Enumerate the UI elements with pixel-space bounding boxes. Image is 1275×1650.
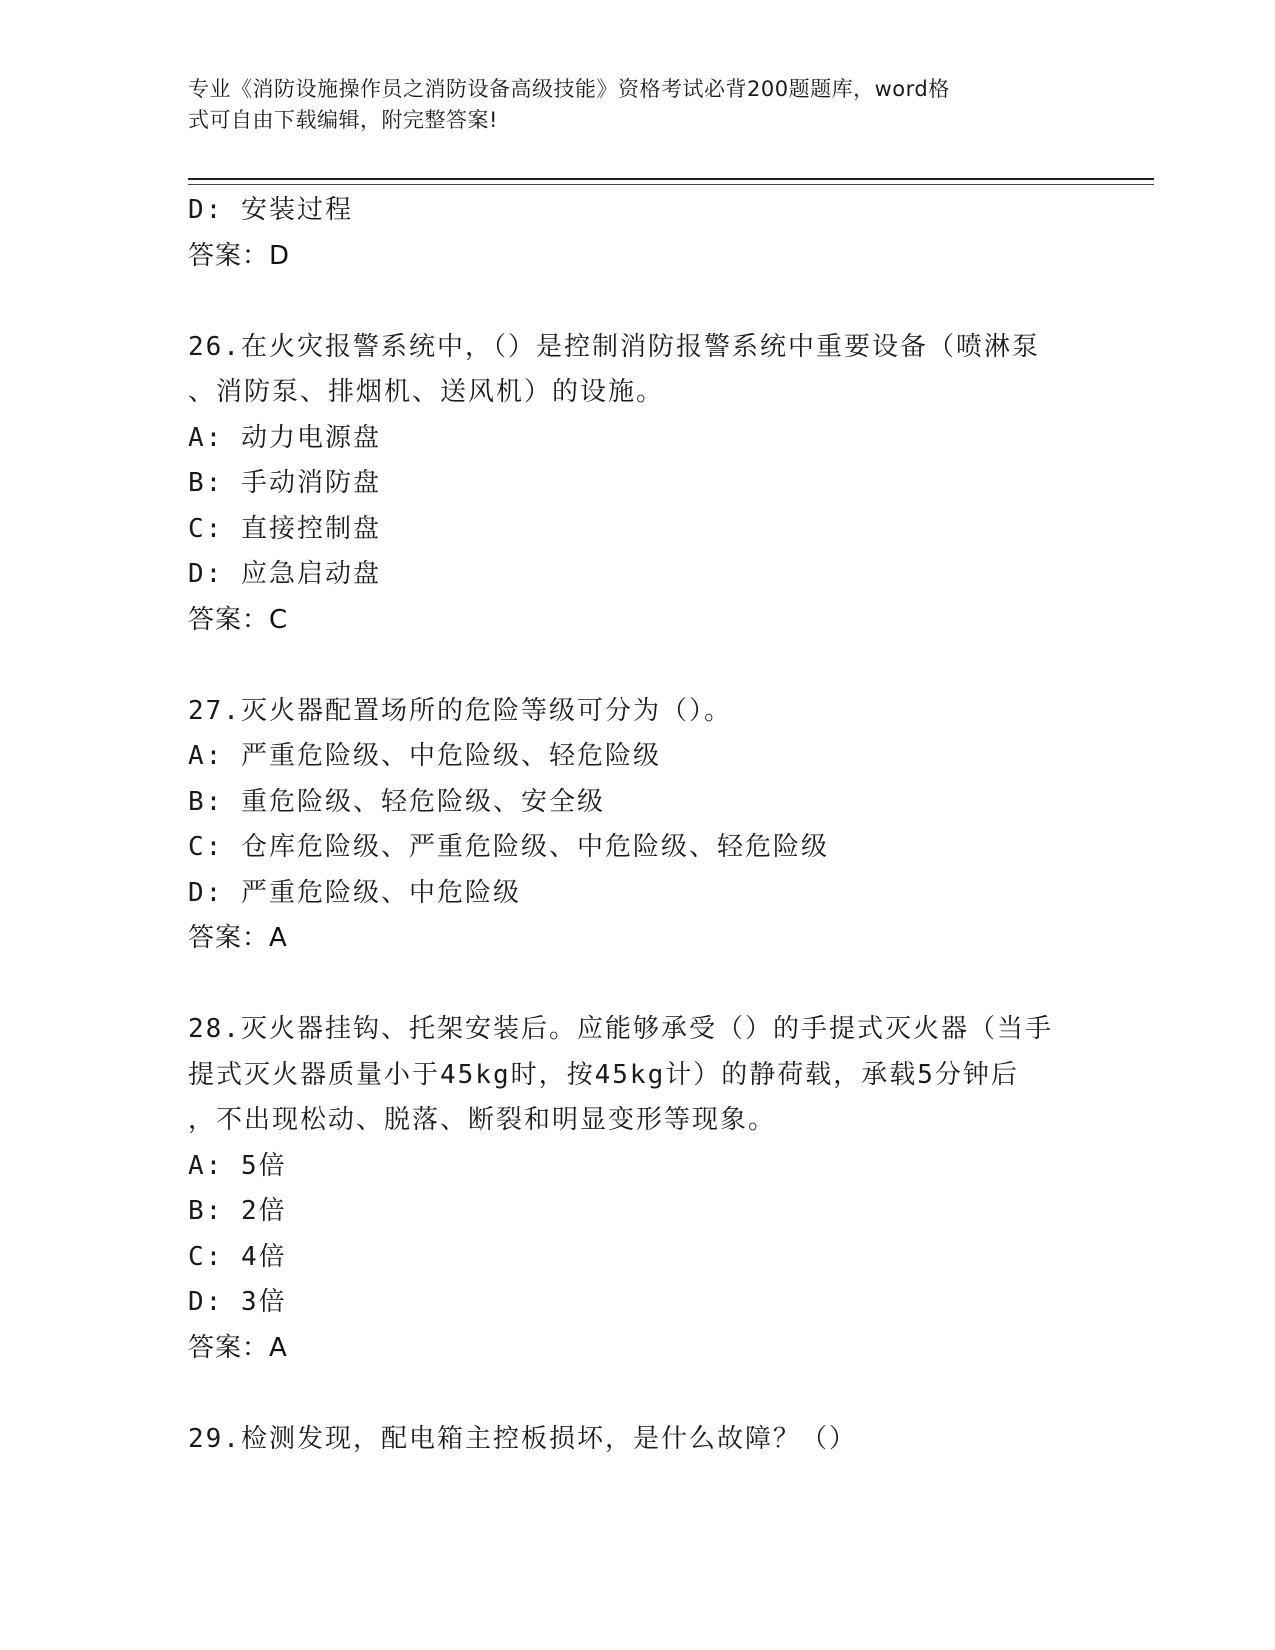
header-line-1: 专业《消防设施操作员之消防设备高级技能》资格考试必背200题题库，word格 bbox=[188, 77, 950, 101]
header-rule-thin bbox=[188, 184, 1154, 185]
question-26-option-b: B: 手动消防盘 bbox=[188, 468, 381, 498]
question-26-option-c: C: 直接控制盘 bbox=[188, 513, 381, 544]
question-26-stem-2: 、消防泵、排烟机、送风机）的设施。 bbox=[188, 377, 665, 407]
option-d: D: 安装过程 bbox=[188, 195, 353, 225]
question-27-stem-1: 27.灭火器配置场所的危险等级可分为（）。 bbox=[188, 695, 732, 726]
spacer bbox=[188, 643, 1088, 689]
spacer bbox=[188, 279, 1088, 325]
question-28-option-d: D: 3倍 bbox=[188, 1287, 287, 1317]
question-28-answer: 答案：A bbox=[188, 1332, 288, 1363]
question-26-option-a: A: 动力电源盘 bbox=[188, 422, 381, 453]
question-28-stem-2: 提式灭火器质量小于45kg时，按45kg计）的静荷载，承载5分钟后 bbox=[188, 1059, 1019, 1090]
spacer bbox=[188, 962, 1088, 1008]
question-list bbox=[188, 188, 1088, 1462]
spacer bbox=[188, 1371, 1088, 1417]
question-27-option-c: C: 仓库危险级、严重危险级、中危险级、轻危险级 bbox=[188, 832, 829, 862]
question-27-option-a: A: 严重危险级、中危险级、轻危险级 bbox=[188, 741, 661, 771]
header-rule-thick bbox=[188, 178, 1154, 180]
question-27-answer: 答案：A bbox=[188, 923, 288, 953]
question-28-stem-1: 28.灭火器挂钩、托架安装后。应能够承受（）的手提式灭火器（当手 bbox=[188, 1014, 1053, 1044]
question-27-option-b: B: 重危险级、轻危险级、安全级 bbox=[188, 786, 605, 817]
question-26-answer: 答案：C bbox=[188, 604, 289, 635]
question-28-stem-3: ，不出现松动、脱落、断裂和明显变形等现象。 bbox=[188, 1105, 777, 1135]
header-line-2: 式可自由下载编辑，附完整答案! bbox=[188, 108, 498, 132]
question-28-option-c: C: 4倍 bbox=[188, 1241, 287, 1272]
question-26-option-d: D: 应急启动盘 bbox=[188, 559, 381, 589]
question-29-stem-1: 29.检测发现，配电箱主控板损坏，是什么故障？（） bbox=[188, 1423, 857, 1454]
document-header bbox=[188, 74, 1068, 136]
question-28-option-a: A: 5倍 bbox=[188, 1150, 287, 1181]
answer-line: 答案：D bbox=[188, 240, 291, 271]
question-26-stem-1: 26.在火灾报警系统中，（）是控制消防报警系统中重要设备（喷淋泵 bbox=[188, 331, 1040, 362]
question-27-option-d: D: 严重危险级、中危险级 bbox=[188, 877, 521, 908]
question-28-option-b: B: 2倍 bbox=[188, 1196, 287, 1226]
